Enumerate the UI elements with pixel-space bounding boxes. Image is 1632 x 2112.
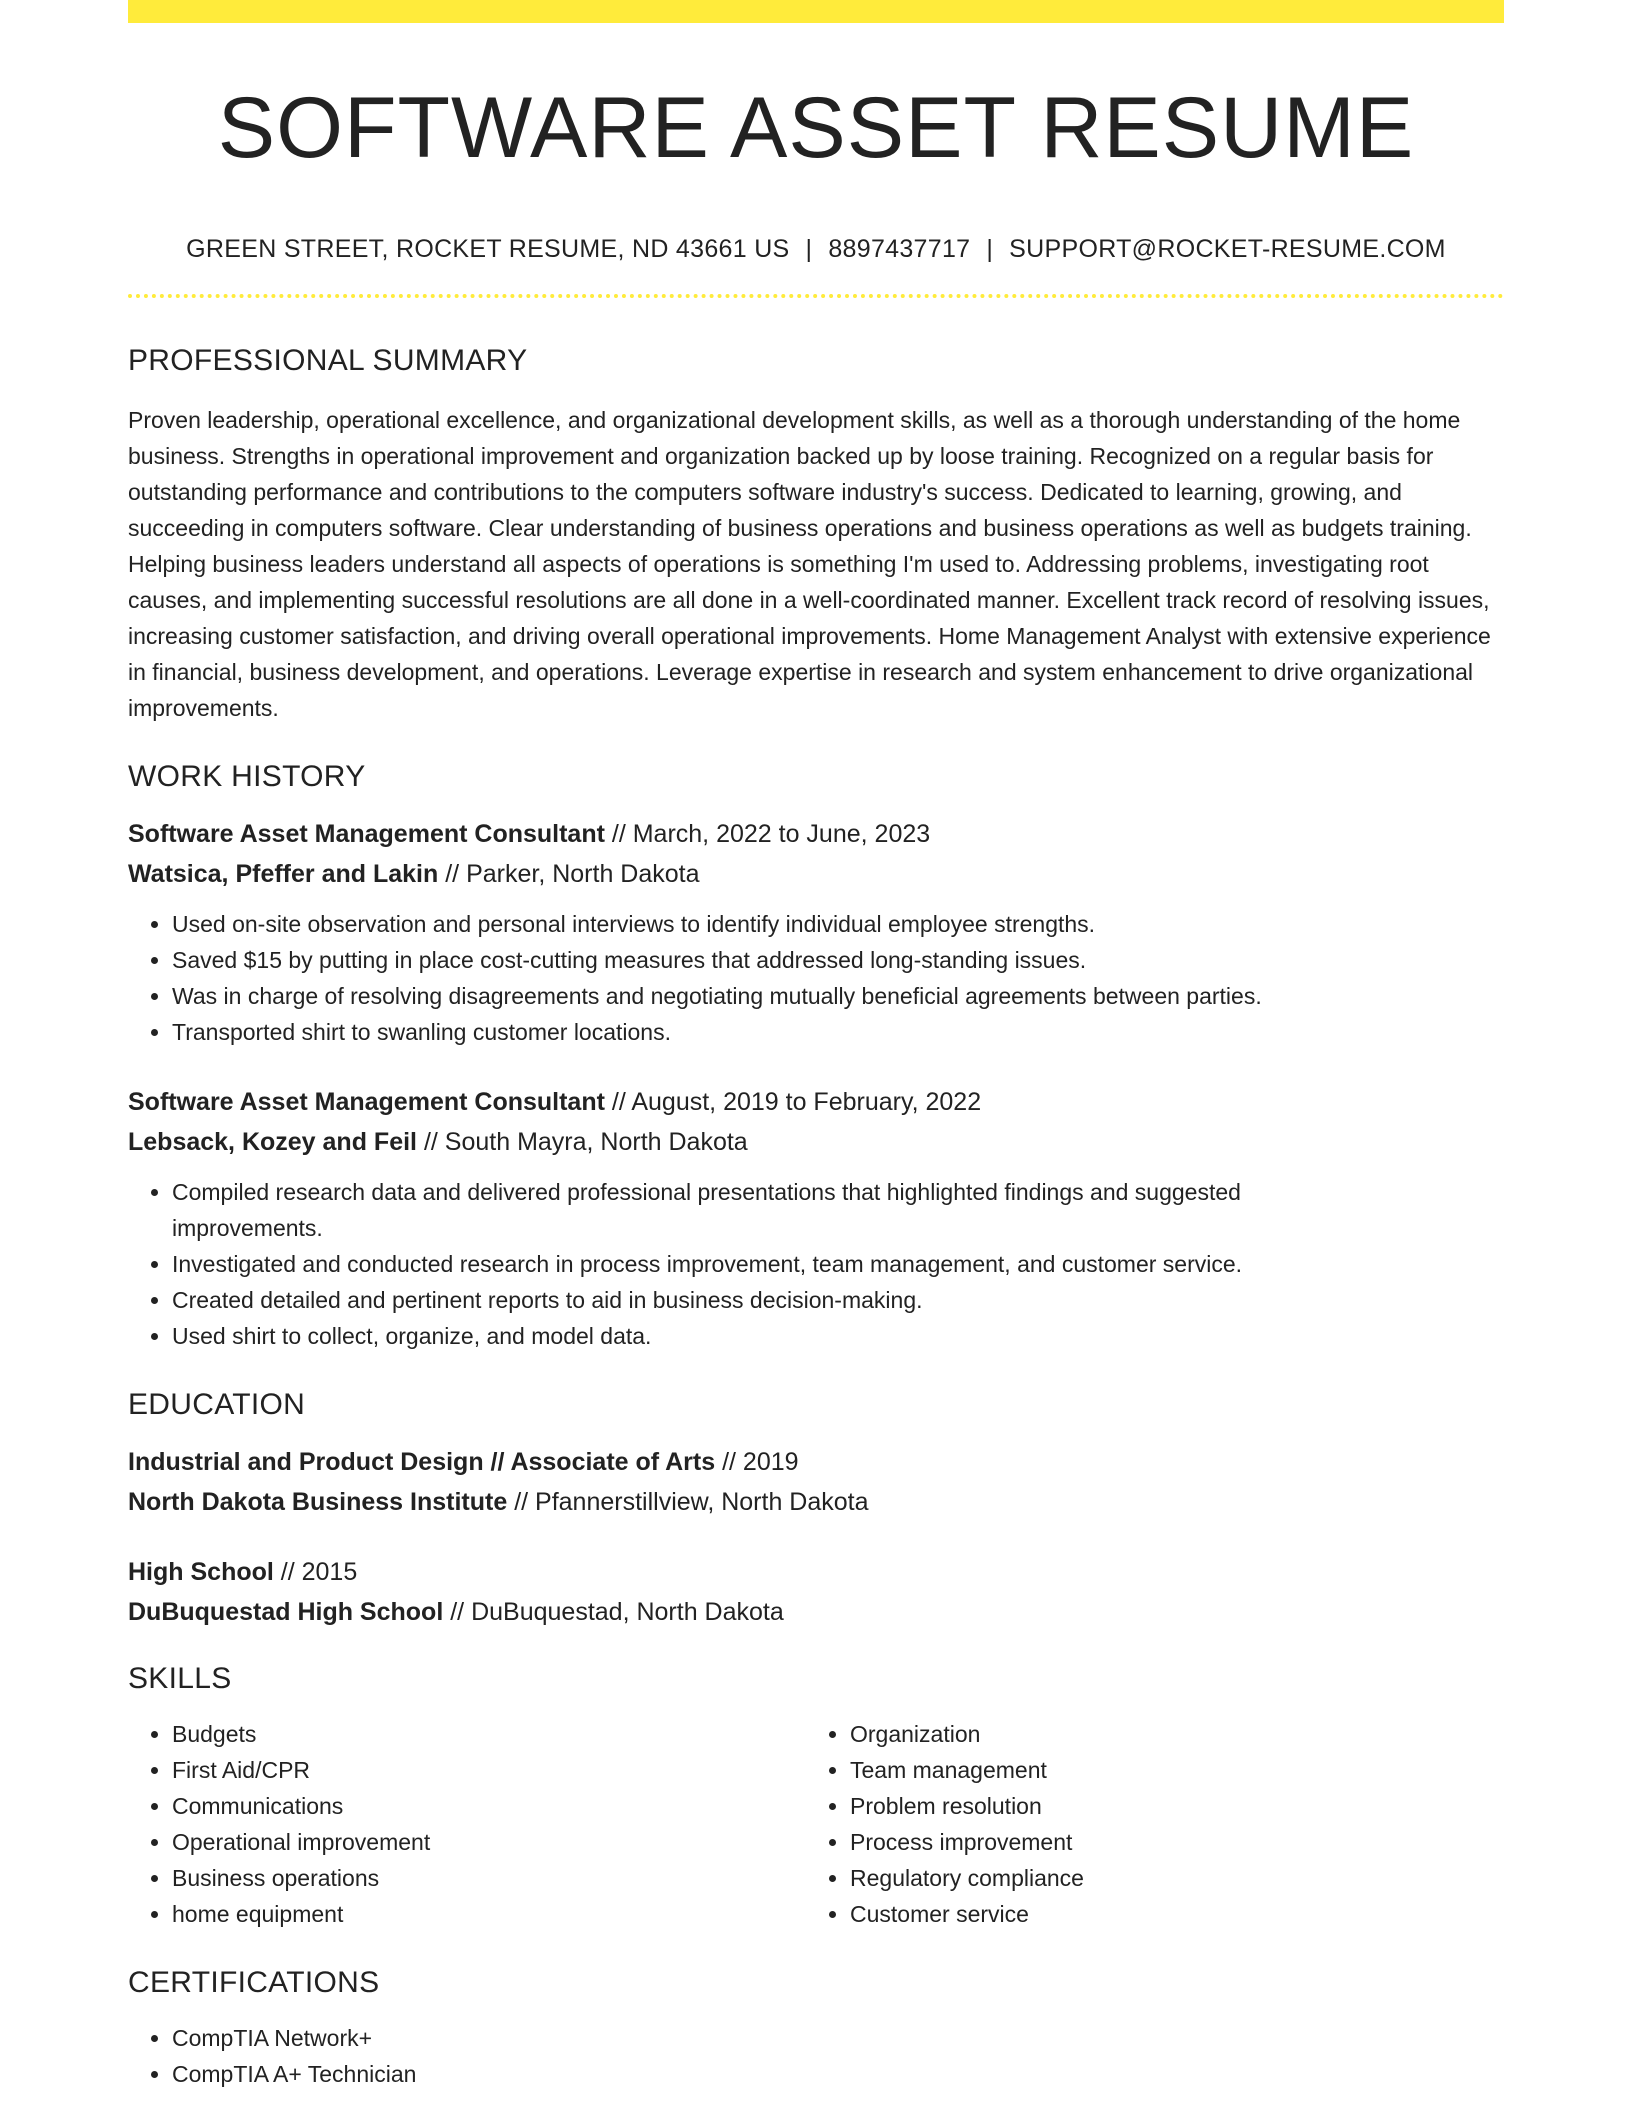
education-year: // 2019 [722,1448,799,1476]
contact-separator: | [986,235,994,263]
list-item: • Communications [172,1788,806,1824]
job-dates: // August, 2019 to February, 2022 [611,1088,982,1116]
list-item: • CompTIA A+ Technician [172,2056,1504,2092]
skills-column-right [806,1716,1484,1932]
education-entry [128,1442,1504,1522]
job-company-line [128,1122,1504,1162]
summary-heading: PROFESSIONAL SUMMARY [128,344,528,377]
certifications-list [128,2020,1504,2092]
job-title-line [128,814,1504,854]
list-item: • home equipment [172,1896,806,1932]
contact-phone: 8897437717 [828,235,971,263]
contact-line [128,235,1504,264]
skills-heading: SKILLS [128,1662,232,1695]
list-item: • Regulatory compliance [850,1860,1484,1896]
education-school: DuBuquestad High School [128,1598,444,1626]
education-heading: EDUCATION [128,1388,306,1421]
education-school-line [128,1482,1504,1522]
list-item: • Investigated and conducted research in process improvement, team management, and customer service. [172,1246,1354,1282]
contact-email: SUPPORT@ROCKET-RESUME.COM [1009,235,1446,263]
job-location: // Parker, North Dakota [445,860,700,888]
education-location: // Pfannerstillview, North Dakota [514,1488,869,1516]
education-degree: High School [128,1558,274,1586]
list-item: • CompTIA Network+ [172,2020,1504,2056]
list-item: • Budgets [172,1716,806,1752]
list-item: • Was in charge of resolving disagreements and negotiating mutually beneficial agreements between parties. [172,978,1504,1014]
list-item: • Operational improvement [172,1824,806,1860]
education-school: North Dakota Business Institute [128,1488,508,1516]
list-item: • Business operations [172,1860,806,1896]
education-degree-line [128,1442,1504,1482]
list-item: • Team management [850,1752,1484,1788]
list-item: • Transported shirt to swanling customer locations. [172,1014,1504,1050]
education-degree-line [128,1552,1504,1592]
education-degree: Industrial and Product Design // Associate of Arts [128,1448,716,1476]
summary-text: Proven leadership, operational excellence, and organizational development skills, as well as a thorough understanding of the home business. Strengths in operational improvement and organization backed up by loose training. Recognized on a regular basis for outstanding performance and contributions to the computers software industry's success. Dedicated to learning, growing, and succeeding in computers software. Clear understanding of business operations and business operations as well as budgets training. Helping business leaders understand all aspects of operations is something I'm used to. Addressing problems, investigating root causes, and implementing successful resolutions are all done in a well-coordinated manner. Excellent track record of resolving issues, increasing customer satisfaction, and driving overall operational improvements. Home Management Analyst with extensive experience in financial, business development, and operations. Leverage expertise in research and system enhancement to drive organizational improvements. [128,407,1491,721]
job-entry [128,1082,1504,1354]
dotted-divider [128,294,1504,298]
list-item: • Used shirt to collect, organize, and model data. [172,1318,1354,1354]
education-entry [128,1552,1504,1632]
contact-address: GREEN STREET, ROCKET RESUME, ND 43661 US [186,235,790,263]
job-bullets [128,906,1504,1050]
top-accent-bar [128,0,1504,23]
education-location: // DuBuquestad, North Dakota [450,1598,784,1626]
work-history-heading: WORK HISTORY [128,760,366,793]
job-location: // South Mayra, North Dakota [423,1128,748,1156]
job-dates: // March, 2022 to June, 2023 [611,820,931,848]
resume-page [128,0,1504,2092]
list-item: • Compiled research data and delivered professional presentations that highlighted findings and suggested improvements. [172,1174,1354,1246]
education-school-line [128,1592,1504,1632]
contact-separator: | [805,235,813,263]
certifications-heading: CERTIFICATIONS [128,1966,380,1999]
resume-title: SOFTWARE ASSET RESUME [217,80,1415,176]
job-company-line [128,854,1504,894]
job-title-line [128,1082,1504,1122]
list-item: • Used on-site observation and personal interviews to identify individual employee strengths. [172,906,1504,942]
job-title: Software Asset Management Consultant [128,1088,605,1116]
list-item: • Process improvement [850,1824,1484,1860]
list-item: • Problem resolution [850,1788,1484,1824]
education-year: // 2015 [280,1558,358,1586]
list-item: • First Aid/CPR [172,1752,806,1788]
job-title: Software Asset Management Consultant [128,820,605,848]
job-bullets [128,1174,1504,1354]
list-item: • Saved $15 by putting in place cost-cutting measures that addressed long-standing issues. [172,942,1504,978]
job-company: Lebsack, Kozey and Feil [128,1128,417,1156]
list-item: • Created detailed and pertinent reports to aid in business decision-making. [172,1282,1354,1318]
job-entry [128,814,1504,1050]
list-item: • Organization [850,1716,1484,1752]
skills-column-left [128,1716,806,1932]
list-item: • Customer service [850,1896,1484,1932]
skills-grid [128,1716,1504,1932]
job-company: Watsica, Pfeffer and Lakin [128,860,439,888]
